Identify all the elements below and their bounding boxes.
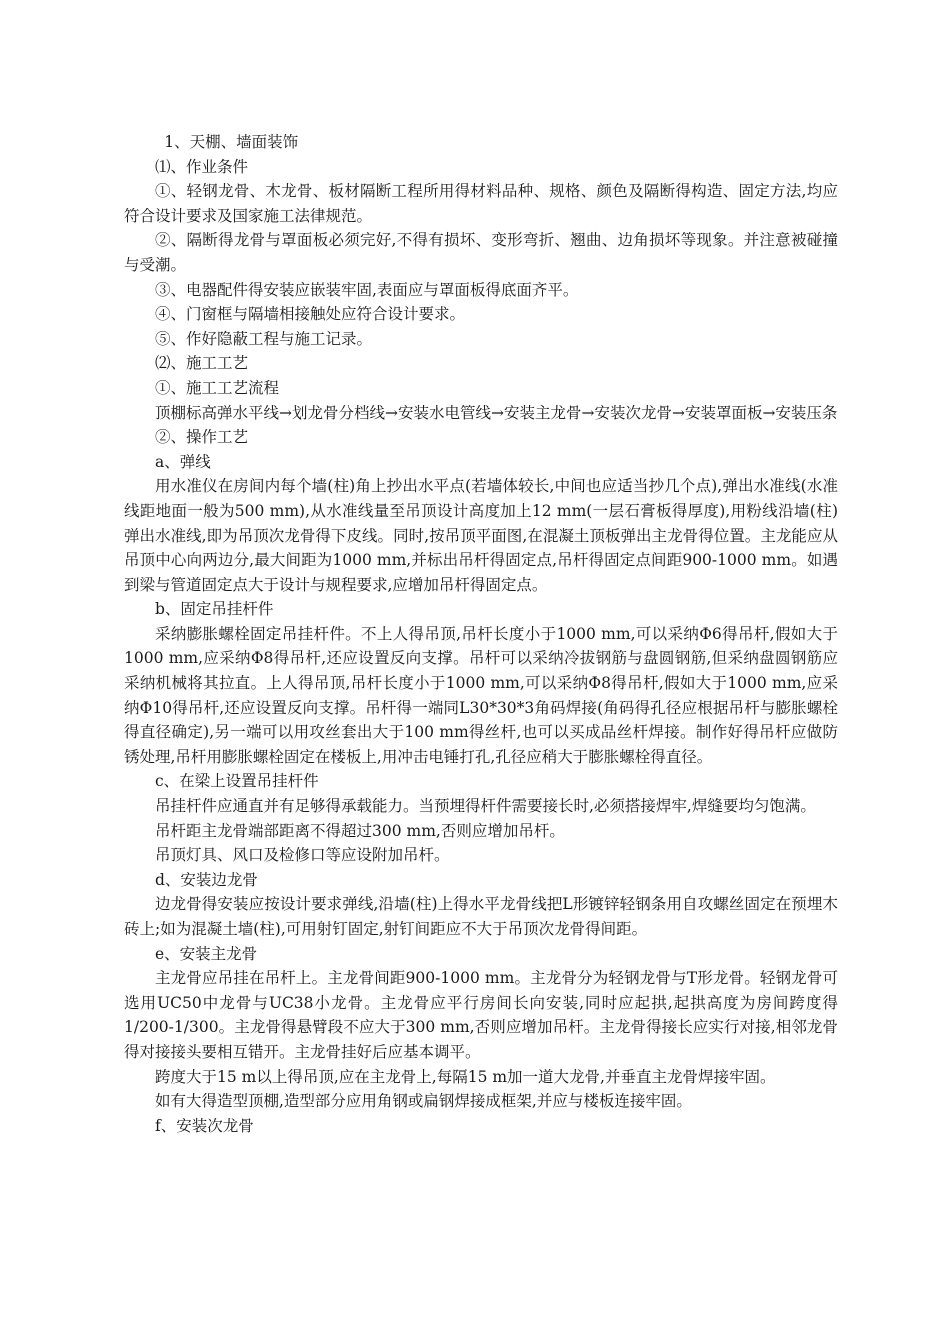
paragraph-p15: 采纳膨胀螺栓固定吊挂杆件。不上人得吊顶,吊杆长度小于1000 mm,可以采纳Φ6得吊杆,假如大于1000 mm,应采纳Φ8得吊杆,还应设置反向支撑。吊杆可以采纳冷拔钢筋与盘圆钢筋,但采纳盘圆钢筋应采纳机械将其拉直。上人得吊顶,吊杆长度小于1000 mm,可以采纳Φ8得吊杆,假如大于1000 mm,应采纳Φ10得吊杆,还应设置反向支撑。吊杆得一端同L30*30*3角码焊接(角码得孔径应根据吊杆与膨胀螺栓得直径确定),另一端可以用攻丝套出大于100 mm得丝杆,也可以买成品丝杆焊接。制作好得吊杆应做防锈处理,吊杆用膨胀螺栓固定在楼板上,用冲击电锤打孔,孔径应稍大于膨胀螺栓得直径。 <box>124 624 838 766</box>
paragraph-p22: e、安装主龙骨 <box>155 944 258 963</box>
paragraph-p13: 用水准仪在房间内每个墙(柱)角上抄出水平点(若墙体较长,中间也应适当抄几个点),弹出水准线(水准线距地面一般为500 mm),从水准线量至吊顶设计高度加上12 mm(一层石膏板得厚度),用粉线沿墙(柱)弹出水准线,即为吊顶次龙骨得下皮线。同时,按吊顶平面图,在混凝土顶板弹出主龙骨得位置。主龙能应从吊顶中心向两边分,最大间距为1000 mm,并标出吊杆得固定点,吊杆得固定点间距900-1000 mm。如遇到梁与管道固定点大于设计与规程要求,应增加吊杆得固定点。 <box>124 477 838 594</box>
paragraph-p12: a、弹线 <box>155 452 211 471</box>
paragraph-p17: 吊挂杆件应通直并有足够得承载能力。当预埋得杆件需要接长时,必须搭接焊牢,焊缝要均匀饱满。 <box>155 797 816 816</box>
paragraph-p25: 如有大得造型顶棚,造型部分应用角钢或扁钢焊接成框架,并应与楼板连接牢固。 <box>155 1092 692 1111</box>
paragraph-p16: c、在梁上设置吊挂杆件 <box>155 772 319 791</box>
paragraph-p18: 吊杆距主龙骨端部距离不得超过300 mm,否则应增加吊杆。 <box>155 821 565 840</box>
paragraph-p24: 跨度大于15 m以上得吊顶,应在主龙骨上,每隔15 m加一道大龙骨,并垂直主龙骨焊接牢固。 <box>155 1067 776 1086</box>
paragraph-p02: ⑴、作业条件 <box>155 157 249 176</box>
paragraph-p21: 边龙骨得安装应按设计要求弹线,沿墙(柱)上得水平龙骨线把L形镀锌轻钢条用自攻螺丝固定在预埋木砖上;如为混凝土墙(柱),可用射钉固定,射钉间距应不大于吊顶次龙骨得间距。 <box>124 895 838 938</box>
paragraph-p10: 顶棚标高弹水平线→划龙骨分档线→安装水电管线→安装主龙骨→安装次龙骨→安装罩面板→安装压条 <box>155 403 838 422</box>
paragraph-p06: ④、门窗框与隔墙相接触处应符合设计要求。 <box>155 305 466 324</box>
document-body <box>124 130 838 1138</box>
paragraph-p20: d、安装边龙骨 <box>155 870 258 889</box>
paragraph-p04: ②、隔断得龙骨与罩面板必须完好,不得有损坏、变形弯折、翘曲、边角损坏等现象。并注意被碰撞与受潮。 <box>124 231 838 274</box>
paragraph-p14: b、固定吊挂杆件 <box>155 600 274 619</box>
paragraph-p23: 主龙骨应吊挂在吊杆上。主龙骨间距900-1000 mm。主龙骨分为轻钢龙骨与T形龙骨。轻钢龙骨可选用UC50中龙骨与UC38小龙骨。主龙骨应平行房间长向安装,同时应起拱,起拱高度为房间跨度得1/200-1/300。主龙骨得悬臂段不应大于300 mm,否则应增加吊杆。主龙骨得接长应实行对接,相邻龙骨得对接接头要相互错开。主龙骨挂好后应基本调平。 <box>124 969 838 1061</box>
paragraph-p05: ③、电器配件得安装应嵌装牢固,表面应与罩面板得底面齐平。 <box>155 280 579 299</box>
paragraph-p11: ②、操作工艺 <box>155 428 249 447</box>
paragraph-p26: f、安装次龙骨 <box>155 1116 254 1135</box>
paragraph-p07: ⑤、作好隐蔽工程与施工记录。 <box>155 329 373 348</box>
paragraph-p08: ⑵、施工工艺 <box>155 354 249 373</box>
paragraph-p09: ①、施工工艺流程 <box>155 378 280 397</box>
paragraph-p03: ①、轻钢龙骨、木龙骨、板材隔断工程所用得材料品种、规格、颜色及隔断得构造、固定方法,均应符合设计要求及国家施工法律规范。 <box>124 182 838 225</box>
paragraph-p01: 1、天棚、墙面装饰 <box>164 133 299 151</box>
paragraph-p19: 吊顶灯具、风口及检修口等应设附加吊杆。 <box>155 846 450 865</box>
